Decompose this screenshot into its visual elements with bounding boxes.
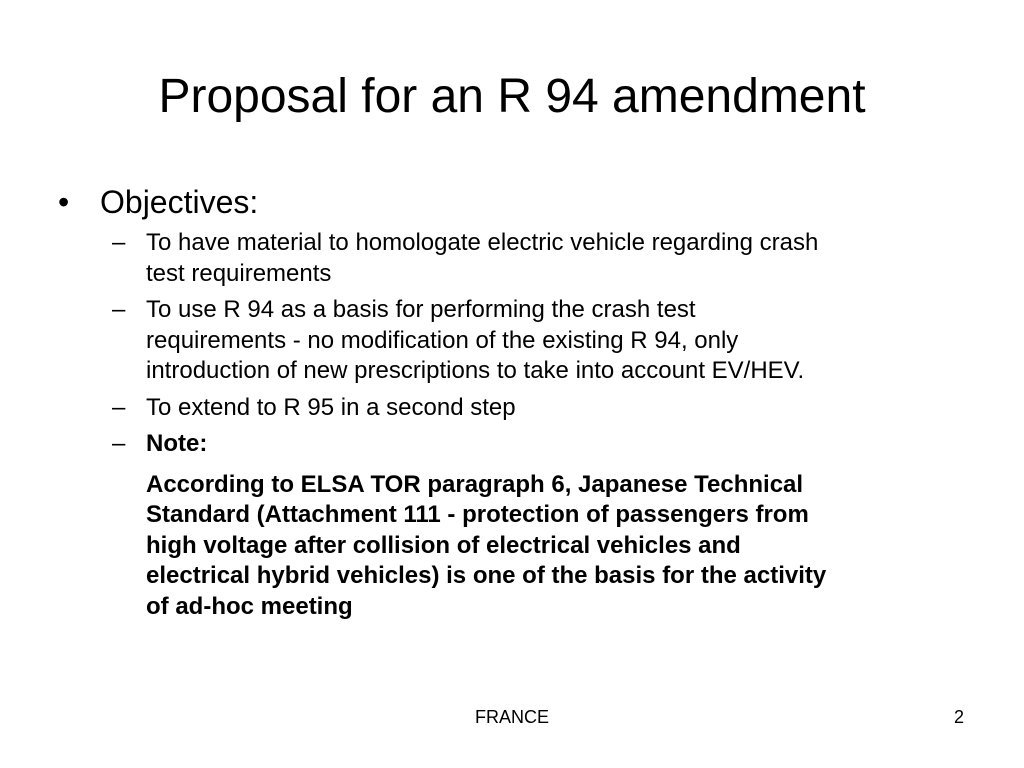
- footer-text: FRANCE: [474, 707, 549, 727]
- note-label: Note:: [146, 430, 208, 457]
- sub-item-r94-basis: [112, 295, 962, 387]
- note-line: high voltage after collision of electrical vehicles and: [146, 531, 741, 559]
- slide-title: Proposal for an R 94 amendment: [158, 70, 866, 123]
- sub-item-line: test requirements: [146, 259, 332, 287]
- sub-item-material: [112, 228, 962, 289]
- dash-marker: –: [112, 393, 126, 421]
- sub-item-line: To have material to homologate electric vehicle regarding crash: [146, 229, 819, 256]
- dash-marker: –: [112, 430, 126, 457]
- note-line: electrical hybrid vehicles) is one of the basis for the activity: [146, 562, 827, 589]
- bullet-marker: •: [58, 184, 70, 220]
- sub-item-line: To use R 94 as a basis for performing the crash test: [146, 296, 696, 323]
- note-body: [112, 470, 962, 623]
- sub-item-note: [112, 429, 962, 460]
- sub-item-r95-extend: [112, 393, 962, 424]
- sub-item-line: requirements - no modification of the existing R 94, only: [146, 326, 739, 354]
- objectives-label: Objectives:: [100, 184, 259, 220]
- objectives-sub-list: [112, 228, 962, 622]
- note-line: of ad-hoc meeting: [146, 592, 353, 620]
- sub-item-line: introduction of new prescriptions to take into account EV/HEV.: [146, 357, 805, 384]
- dash-marker: –: [112, 296, 126, 323]
- note-line: Standard (Attachment 111 - protection of passengers from: [146, 501, 809, 528]
- sub-item-line: To extend to R 95 in a second step: [146, 393, 516, 421]
- page-number: 2: [953, 707, 964, 727]
- note-line: According to ELSA TOR paragraph 6, Japanese Technical: [146, 470, 804, 498]
- dash-marker: –: [112, 229, 126, 256]
